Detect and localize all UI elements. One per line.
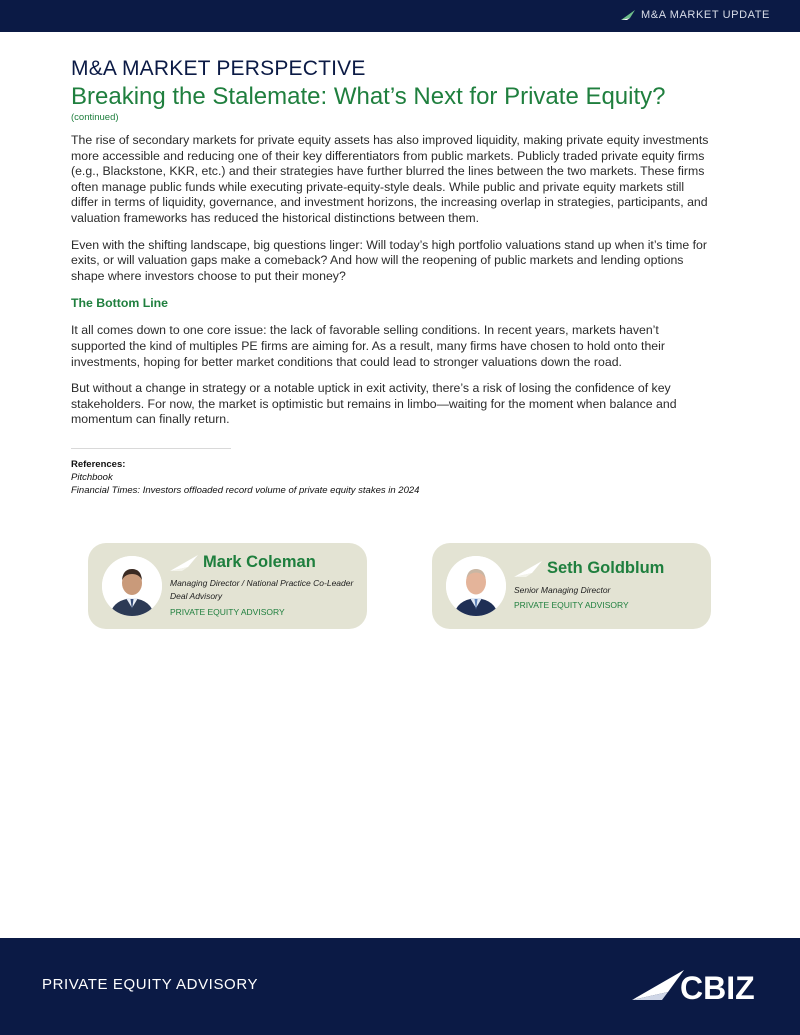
divider (71, 448, 231, 449)
section-heading: The Bottom Line (71, 296, 169, 311)
article-kicker: M&A MARKET PERSPECTIVE (71, 57, 366, 80)
swoosh-icon (514, 561, 542, 577)
avatar (102, 556, 162, 616)
reference-item: Pitchbook (71, 471, 113, 483)
top-banner (0, 0, 800, 32)
logo-text: CBIZ (680, 970, 755, 1002)
contact-department: PRIVATE EQUITY ADVISORY (170, 607, 285, 617)
paragraph: The rise of secondary markets for private equity assets has also improved liquidity, making private equity investments more accessible and reducing one of their key differentiators from public markets. Publicly traded private equity firms (e.g., Blackstone, KKR, etc.) and their strategies have further blurred the lines between the two markets. These firms often manage public funds while executing private-equity-style deals. While public and private equity markets still differ in terms of liquidity, governance, and investment horizons, the increasing overlap in strategies, participants, and valuation frameworks has reduced the historical distinctions between them. (71, 133, 709, 225)
section-label (621, 9, 770, 21)
contact-department: PRIVATE EQUITY ADVISORY (514, 600, 629, 610)
article (71, 56, 711, 498)
footer-banner (0, 938, 800, 1035)
paragraph: Even with the shifting landscape, big questions linger: Will today’s high portfolio valuations stand up when it’s time for exits, or will valuation gaps make a comeback? And how will the reopening of public markets and lending options shape where investors choose to put their money? (71, 237, 707, 283)
section-label-text: M&A MARKET UPDATE (641, 9, 770, 21)
contact-role: Senior Managing Director (514, 585, 611, 595)
contact-card (88, 543, 367, 629)
article-title: Breaking the Stalemate: What’s Next for Private Equity? (71, 83, 666, 110)
paragraph: But without a change in strategy or a notable uptick in exit activity, there’s a risk of losing the confidence of key stakeholders. For now, the market is optimistic but remains in limbo—waiting for the moment when balance and momentum can finally return. (71, 381, 677, 427)
contact-role: Deal Advisory (170, 591, 223, 601)
contact-role: Managing Director / National Practice Co-Leader (170, 578, 354, 588)
reference-item: Financial Times: Investors offloaded record volume of private equity stakes in 2024 (71, 484, 420, 496)
swoosh-icon (170, 555, 198, 571)
continued-note: (continued) (71, 112, 119, 123)
contact-card (432, 543, 711, 629)
references-title: References: (71, 458, 126, 470)
contact-name: Seth Goldblum (547, 559, 665, 577)
paragraph: It all comes down to one core issue: the lack of favorable selling conditions. In recent years, markets haven’t supported the kind of multiples PE firms are aiming for. As a result, many firms have chosen to hold onto their investments, hoping for better market conditions that could lead to stronger valuations down the road. (71, 323, 665, 369)
contact-name: Mark Coleman (203, 553, 316, 571)
swoosh-icon (621, 10, 635, 20)
footer-label: PRIVATE EQUITY ADVISORY (42, 976, 259, 993)
avatar (446, 556, 506, 616)
cbiz-logo (632, 968, 762, 1002)
